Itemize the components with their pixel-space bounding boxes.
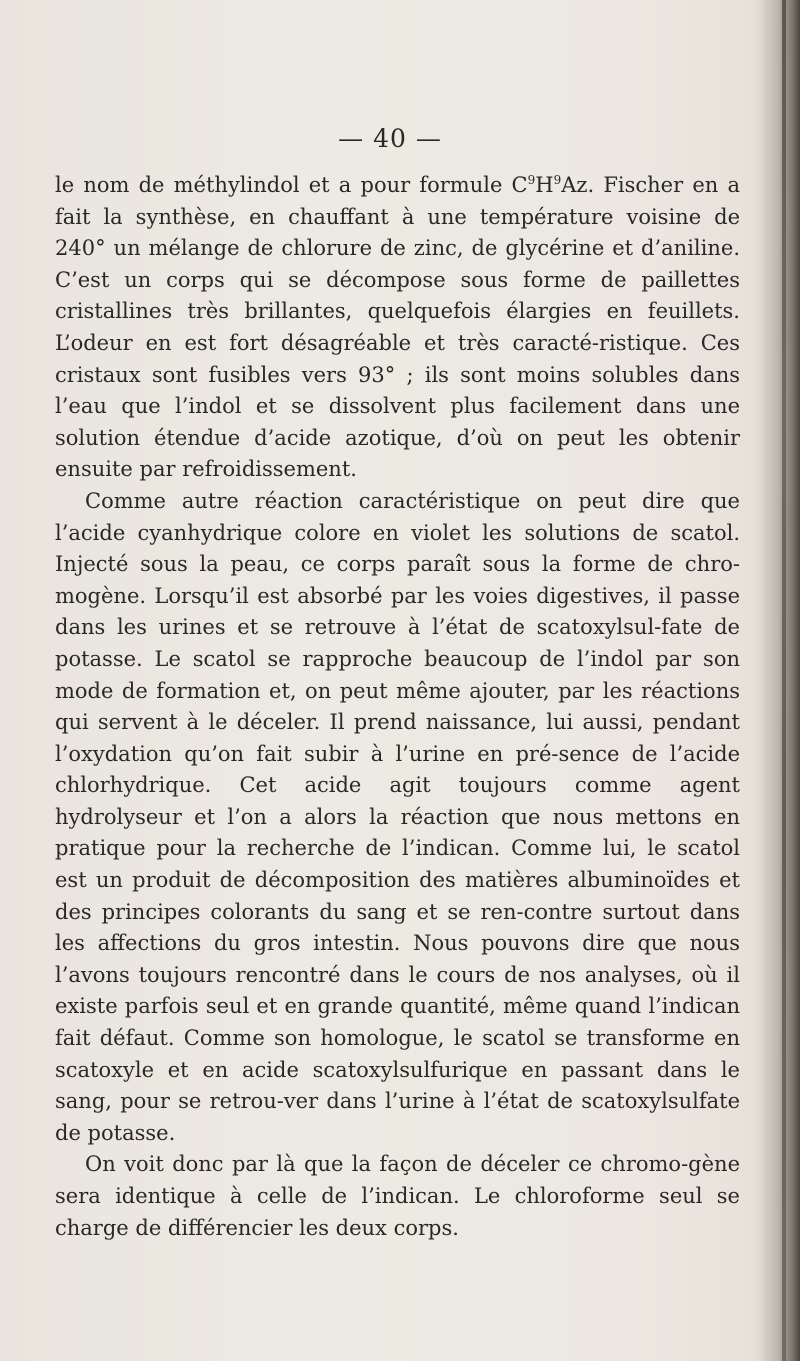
formula-subscript: 9	[553, 173, 562, 187]
body-text	[55, 170, 740, 1244]
formula-subscript: 9	[527, 173, 536, 187]
paragraph-3: On voit donc par là que la façon de déceler ce chromo-gène sera identique à celle de l’indican. Le chloroforme seul se charge de différencier les deux corps.	[55, 1152, 740, 1240]
paragraph-1: le nom de méthylindol et a pour formule $C^9H^9Az$. Fischer en a fait la synthèse, en chauffant à une température voisine de 240° un mélange de chlorure de zinc, de glycérine et d’aniline. C’est un corps qui se décompose sous forme de paillettes cristallines très brillantes, quelquefois élargies en feuillets. L’odeur en est fort désagréable et très caracté-ristique. Ces cristaux sont fusibles vers 93° ; ils sont moins solubles dans l’eau que l’indol et se dissolvent plus facilement dans une solution étendue d’acide azotique, d’où on peut les obtenir ensuite par refroidissement.	[55, 173, 740, 482]
paragraph-2: Comme autre réaction caractéristique on peut dire que l’acide cyanhydrique colore en violet les solutions de scatol. Injecté sous la peau, ce corps paraît sous la forme de chro-mogène. Lorsqu’il est absorbé par les voies digestives, il passe dans les urines et se retrouve à l’état de scatoxylsul-fate de potasse. Le scatol se rapproche beaucoup de l’indol par son mode de formation et, on peut même ajouter, par les réactions qui servent à le déceler. Il prend naissance, lui aussi, pendant l’oxydation qu’on fait subir à l’urine en pré-sence de l’acide chlorhydrique. Cet acide agit toujours comme agent hydrolyseur et l’on a alors la réaction que nous mettons en pratique pour la recherche de l’indican. Comme lui, le scatol est un produit de décomposition des matières albuminoïdes et des principes colorants du sang et se ren-contre surtout dans les affections du gros intestin. Nous pouvons dire que nous l’avons toujours rencontré dans le cours de nos analyses, où il existe parfois seul et en grande quantité, même quand l’indican fait défaut. Comme son homologue, le scatol se transforme en scatoxyle et en acide scatoxylsulfurique en passant dans le sang, pour se retrou-ver dans l’urine à l’état de scatoxylsulfate de potasse.	[55, 488, 740, 1145]
page-number: — 40 —	[338, 124, 442, 153]
page-edge-shadow	[760, 0, 800, 1361]
binding-edge	[782, 0, 786, 1361]
